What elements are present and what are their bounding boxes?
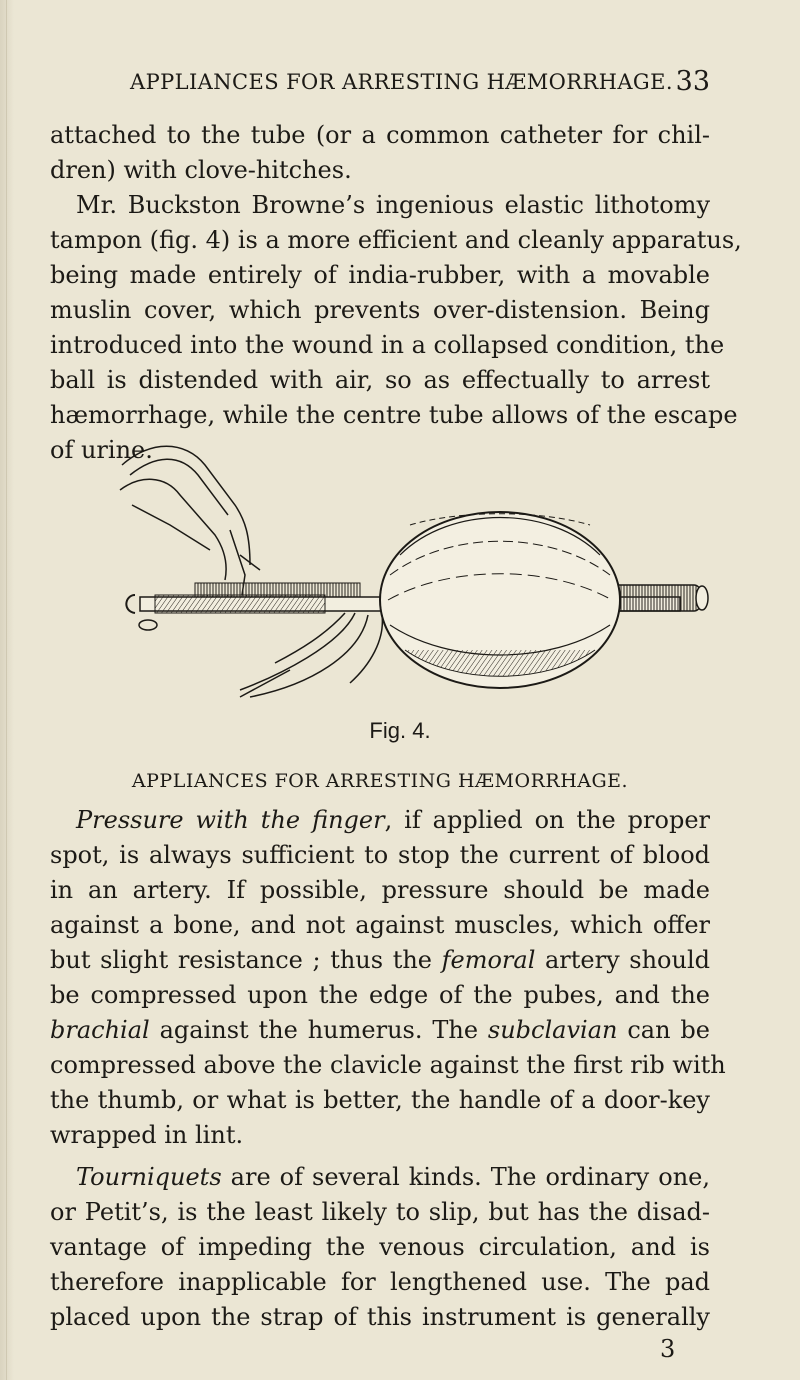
- running-title: APPLIANCES FOR ARRESTING HÆMORRHAGE.: [130, 70, 673, 94]
- text-line: hæmorrhage, while the centre tube allows of the escape: [50, 401, 738, 429]
- text-line: the thumb, or what is better, the handle of a door-key: [50, 1086, 710, 1114]
- italic-term: subclavian: [487, 1016, 618, 1044]
- tie-strings: [240, 613, 382, 697]
- text-run: artery should: [535, 946, 710, 974]
- paragraph-tourniquets: [50, 1160, 710, 1335]
- figure-caption: Fig. 4.: [369, 718, 431, 743]
- text-line: placed upon the strap of this instrument is generally: [50, 1303, 710, 1331]
- text-line: tampon (fig. 4) is a more efficient and cleanly apparatus,: [50, 226, 742, 254]
- tube-collar: [195, 583, 360, 597]
- paragraph-pressure: [50, 803, 726, 1153]
- section-heading: APPLIANCES FOR ARRESTING HÆMORRHAGE.: [131, 770, 629, 792]
- text-line: spot, is always sufficient to stop the current of blood: [50, 841, 710, 869]
- text-line: [50, 1013, 710, 1048]
- running-head: [130, 66, 710, 110]
- tube-end-right: [610, 585, 700, 611]
- text-line: in an artery. If possible, pressure should be made: [50, 876, 710, 904]
- text-line: be compressed upon the edge of the pubes, and the: [50, 981, 710, 1009]
- lithotomy-tampon-illustration: [110, 435, 720, 705]
- text-line: [50, 943, 710, 978]
- text-run: but slight resistance ; thus the: [50, 946, 442, 974]
- text-line: [50, 1160, 710, 1195]
- page-number: 33: [675, 66, 710, 97]
- paragraph-tampon: [50, 188, 742, 468]
- text-run: against the humerus. The: [149, 1016, 488, 1044]
- text-line: being made entirely of india-rubber, with a movable: [50, 261, 710, 289]
- text-run: can be: [617, 1016, 710, 1044]
- text-line: introduced into the wound in a collapsed condition, the: [50, 331, 725, 359]
- text-line: or Petit’s, is the least likely to slip, but has the disad-: [50, 1198, 710, 1226]
- text-line: Mr. Buckston Browne’s ingenious elastic lithotomy: [76, 191, 710, 219]
- text-line: vantage of impeding the venous circulation, and is: [50, 1233, 710, 1261]
- paragraph-continued: [50, 118, 710, 188]
- tube-end-left: [126, 595, 135, 613]
- gutter-line: [6, 0, 7, 1380]
- text-line: of urine.: [50, 436, 153, 464]
- text-line: wrapped in lint.: [50, 1121, 244, 1149]
- text-line: attached to the tube (or a common catheter for chil-: [50, 121, 710, 149]
- signature-mark: 3: [660, 1335, 676, 1363]
- italic-term: Tourniquets: [76, 1163, 222, 1191]
- text-line: therefore inapplicable for lengthened use. The pad: [50, 1268, 710, 1296]
- text-run: are of several kinds. The ordinary one,: [221, 1163, 710, 1191]
- text-line: ball is distended with air, so as effectually to arrest: [50, 366, 710, 394]
- text-run: , if applied on the proper: [384, 806, 710, 834]
- tube-sleeve: [155, 595, 325, 613]
- tampon-ball: [380, 512, 620, 688]
- italic-term: femoral: [441, 946, 536, 974]
- text-line: muslin cover, which prevents over-distension. Being: [50, 296, 710, 324]
- text-line: [50, 803, 710, 838]
- text-line: compressed above the clavicle against the first rib with: [50, 1051, 726, 1079]
- page-gutter: [0, 0, 14, 1380]
- text-line: dren) with clove-hitches.: [50, 156, 352, 184]
- text-line: against a bone, and not against muscles, which offer: [50, 911, 710, 939]
- string-loops: [120, 446, 260, 595]
- italic-term: Pressure with the finger: [76, 806, 385, 834]
- italic-term: brachial: [50, 1016, 150, 1044]
